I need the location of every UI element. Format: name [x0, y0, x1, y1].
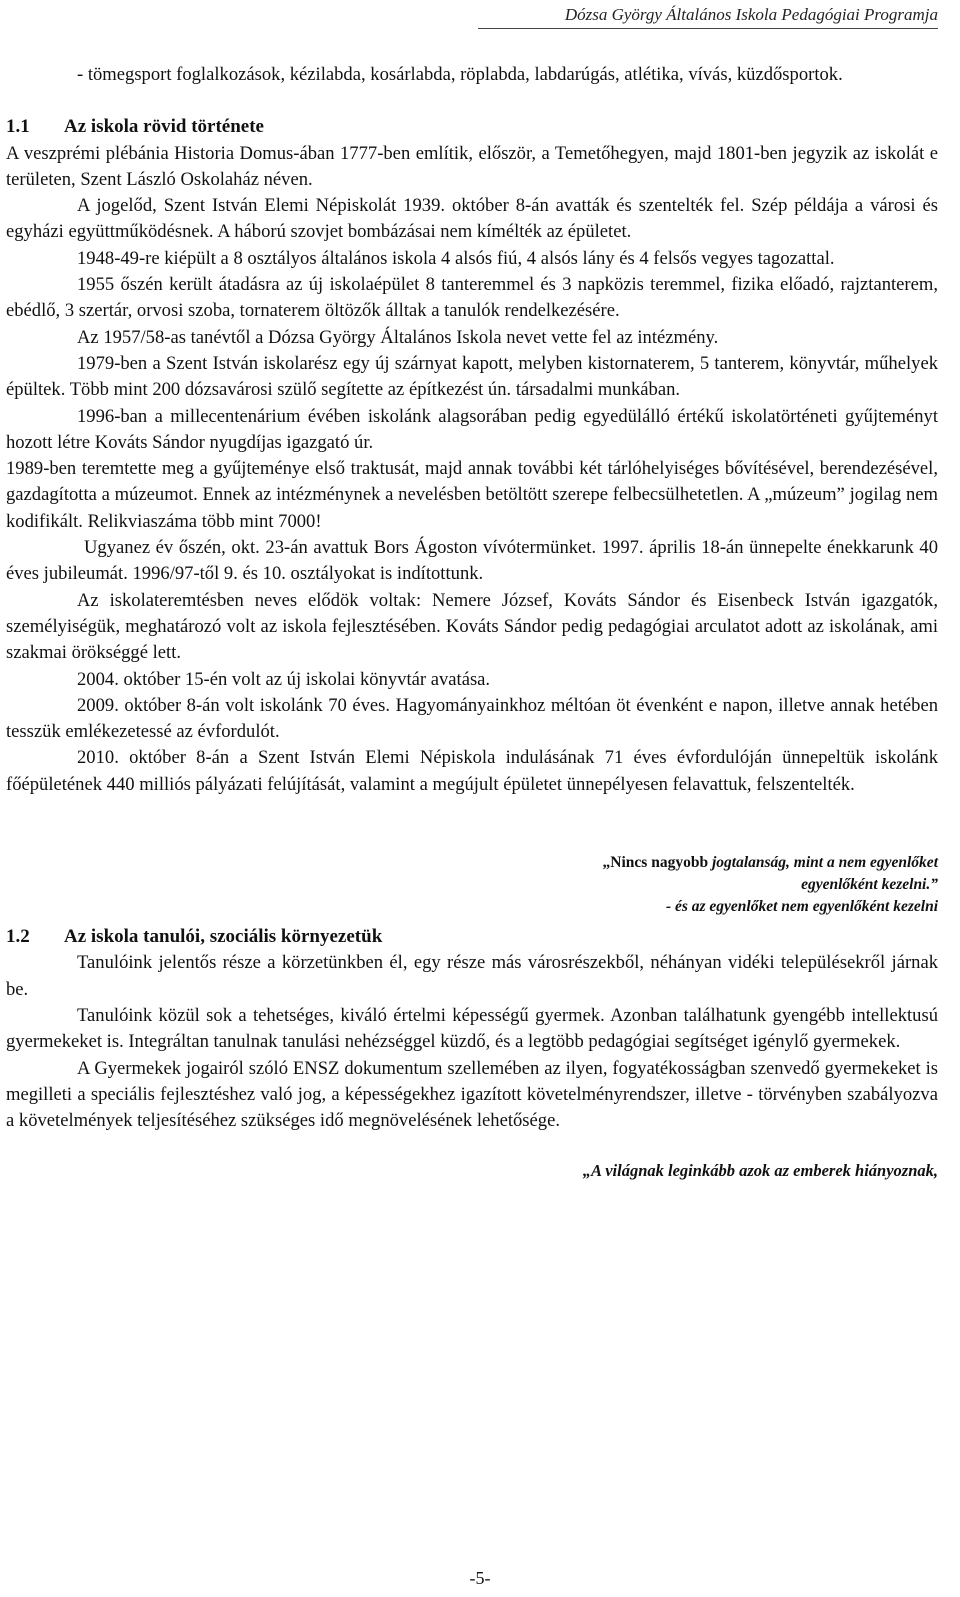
document-body	[6, 62, 938, 1182]
paragraph: Az 1957/58-as tanévtől a Dózsa György Általános Iskola nevet vette fel az intézmény.	[77, 326, 719, 348]
quote-text: „Nincs nagyobb	[602, 854, 712, 872]
paragraph: Az iskolateremtésben neves elődök voltak: Nemere József, Kováts Sándor és Eisenbeck István igazgatók, személyiségük, meghatározó volt az iskola fejlesztésében. Kováts Sándor pedig pedagógiai arculatot adott az iskolának, ami szakmai örökséggé lett.	[6, 589, 938, 664]
quote-line	[6, 852, 938, 874]
page-header: Dózsa György Általános Iskola Pedagógiai Programja	[478, 5, 938, 29]
paragraph: 2010. október 8-án a Szent István Elemi Népiskola indulásának 71 éves évfordulóján ünnepeltük iskolánk főépületének 440 milliós pályázati felújítását, valamint a megújult épületet ünnepélyesen felavattuk, felszentelték.	[6, 747, 938, 795]
paragraph: Tanulóink közül sok a tehetséges, kiváló értelmi képességű gyermek. Azonban találhatunk gyengébb intellektusú gyermekeket is. Integráltan tanulnak tanulási nehézséggel küzdő, és a legtöbb pedagógiai segítséget igénylő gyermekek.	[6, 1004, 938, 1053]
paragraph: 1996-ban a millecentenárium évében iskolánk alagsorában pedig egyedülálló értékű iskolatörténeti gyűjteményt hozott létre Kováts Sándor nyugdíjas igazgató úr.	[6, 405, 938, 453]
paragraph: 1989-ben teremtette meg a gyűjteménye első traktusát, majd annak további két tárlóhelyiséges bővítésével, berendezésével, gazdagította a múzeumot. Ennek az intézménynek a nevelésben betöltött szerepe felbecsülhetetlen. A „múzeum” jogilag nem kodifikált. Relikviaszáma több mint 7000!	[6, 458, 938, 532]
paragraph: 2009. október 8-án volt iskolánk 70 éves. Hagyományainkhoz méltóan öt évenként e napon, illetve annak hetében tesszük emlékezetessé az évfordulót.	[6, 694, 938, 743]
paragraph: 1979-ben a Szent István iskolarész egy új szárnyat kapott, melyben kistornaterem, 5 tanterem, könyvtár, műhelyek épültek. Több mint 200 dózsavárosi szülő segítette az építkezést ún. társadalmi munkában.	[6, 352, 938, 401]
paragraph: A jogelőd, Szent István Elemi Népiskolát 1939. október 8-án avatták és szentelték fel. Szép példája a városi és egyházi együttműködésnek. A háború szovjet bombázásai nem kímélték az épületet.	[6, 195, 938, 243]
section-title: Az iskola tanulói, szociális környezetük	[64, 926, 383, 948]
section-number: 1.1	[6, 116, 30, 138]
quote-line: egyenlőként kezelni.”	[801, 876, 938, 894]
paragraph: A Gyermekek jogairól szóló ENSZ dokumentum szellemében az ilyen, fogyatékosságban szenvedő gyermekeket is megilleti a speciális fejlesztéshez való jog, a képességekhez igazított követelményrendszer, illetve - törvényben szabályozva a követelmények teljesítéséhez szükséges idő megnövelésének lehetősége.	[6, 1057, 938, 1132]
quote-line: - és az egyenlőket nem egyenlőként kezelni	[665, 898, 938, 916]
paragraph: 1948-49-re kiépült a 8 osztályos általános iskola 4 alsós fiú, 4 alsós lány és 4 felsős vegyes tagozattal.	[77, 247, 835, 269]
intro-paragraph: - tömegsport foglalkozások, kézilabda, kosárlabda, röplabda, labdarúgás, atlétika, vívás, küzdősportok.	[77, 64, 843, 85]
closing-quote	[6, 1160, 938, 1182]
paragraph: A veszprémi plébánia Historia Domus-ában 1777-ben említik, először, a Temetőhegyen, majd 1801-ben jegyzik az iskolát e területen, Szent László Oskolaház néven.	[6, 142, 938, 190]
quote-text: jogtalanság, mint a nem egyenlőket	[711, 854, 938, 872]
paragraph: Ugyanez év őszén, okt. 23-án avattuk Bors Ágoston vívótermünket. 1997. április 18-án ünnepelte énekkarunk 40 éves jubileumát. 1996/97-től 9. és 10. osztályokat is indítottunk.	[6, 537, 938, 585]
paragraph: Tanulóink jelentős része a körzetünkben él, egy része más városrészekből, néhányan vidéki településekről járnak be.	[6, 952, 938, 1000]
page-number: -5-	[469, 1568, 491, 1588]
section-title: Az iskola rövid története	[64, 116, 264, 138]
paragraph: 2004. október 15-én volt az új iskolai könyvtár avatása.	[77, 668, 491, 690]
section-heading-history	[6, 114, 938, 140]
motto-quote	[6, 852, 938, 918]
quote-text: „A világnak leginkább azok az emberek hiányoznak,	[582, 1161, 938, 1181]
section-number: 1.2	[6, 926, 30, 948]
section-heading-students	[6, 924, 938, 950]
paragraph: 1955 őszén került átadásra az új iskolaépület 8 tanteremmel és 3 napközis teremmel, fizika előadó, rajztanterem, ebédlő, 3 szertár, orvosi szoba, tornaterem öltözők álltak a tanulók rendelkezésére.	[6, 274, 938, 322]
